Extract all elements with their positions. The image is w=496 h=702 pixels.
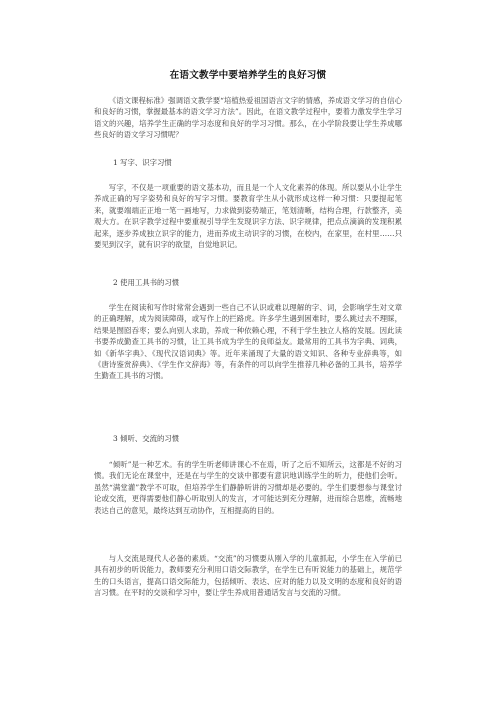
section-body-writing [94,182,402,250]
section-heading-writing: 1 写字、识字习惯 [113,158,172,167]
section-body-listening [94,459,402,516]
intro-paragraph: 《语文课程标准》强调语文教学要“培植热爱祖国语言文字的情感，养成语文学习的自信心和良好的习惯，掌握最基本的语文学习方法”。因此，在语文教学过程中，要着力激发学生学习语文的兴趣，培养学生正确的学习态度和良好的学习习惯。那么，在小学阶段要让学生养成哪些良好的语文学习习惯呢？ [94,96,402,140]
paragraph: 学生在阅读和写作时常常会遇到一些自己不认识或难以理解的字、词，会影响学生对文章的正确理解，成为阅读障碍，或写作上的拦路虎。许多学生遇到困难时，要么跳过去不理睬，结果是囫囵吞枣；要么向别人求助，养成一种依赖心理，不利于学生独立人格的发展。因此读书要养成勤查工具书的习惯，让工具书成为学生的良师益友。最常用的工具书为字典、词典，如《新华字典》、《现代汉语词典》等。近年来涌现了大量的语文知识、各种专业辞典等，如《唐诗鉴赏辞典》、《学生作文辞海》等，有条件的可以向学生推荐几种必备的工具书，培养学生勤查工具书的习惯。 [94,303,402,381]
document-title: 在语文教学中要培养学生的良好习惯 [169,70,327,81]
paragraph: 写字，不仅是一项重要的语文基本功，而且是一个人文化素养的体现。所以要从小让学生养成正确的写字姿势和良好的写字习惯。要教育学生从小就形成这样一种习惯：只要提起笔来，就要端端正正地一笔一画地写，力求做到姿势端正，笔划清晰，结构合理，行款整齐，美观大方。在识字教学过程中要重视引导学生发现识字方法、识字规律，把点点滴滴的发现积累起来，逐步养成独立识字的能力，进而养成主动识字的习惯，在校内，在家里，在村里……只要见到汉字，就有识字的欲望，自觉地识记。 [94,183,402,250]
paragraph: “倾听”是一种艺术。有的学生听老师讲课心不在焉，听了之后不知所云，这都是不好的习惯。我们无论在课堂中，还是在与学生的交谈中都要有意识地训练学生的听力，使他们会听。 虽然“满堂灌”教学不可取，但培养学生们静静听讲的习惯却是必要的。学生们要想参与课堂讨论或交流，更得需要他们静心听取别人的发言，才可能达到充分理解，进而综合思维，流畅地表达自己的意见，最终达到互动协作，互相提高的目的。 [94,460,402,515]
section-body-communication [94,553,402,599]
paragraph: 与人交流是现代人必备的素质。“交流”的习惯要从刚入学的儿童抓起，小学生在入学前已具有初步的听说能力，教师要充分利用口语交际教学，在学生已有听说能力的基础上，规范学生的口头语言，提高口语交际能力，包括倾听、表达、应对的能力以及文明的态度和良好的语言习惯。在平时的交谈和学习中，要让学生养成用普通话发言与交流的习惯。 [94,554,402,598]
section-heading-listening: 3 倾听、交流的习惯 [113,434,180,443]
section-heading-reference-books: 2 使用工具书的习惯 [113,278,180,287]
section-body-reference-books [94,302,402,382]
intro-paragraph-block [94,95,402,141]
